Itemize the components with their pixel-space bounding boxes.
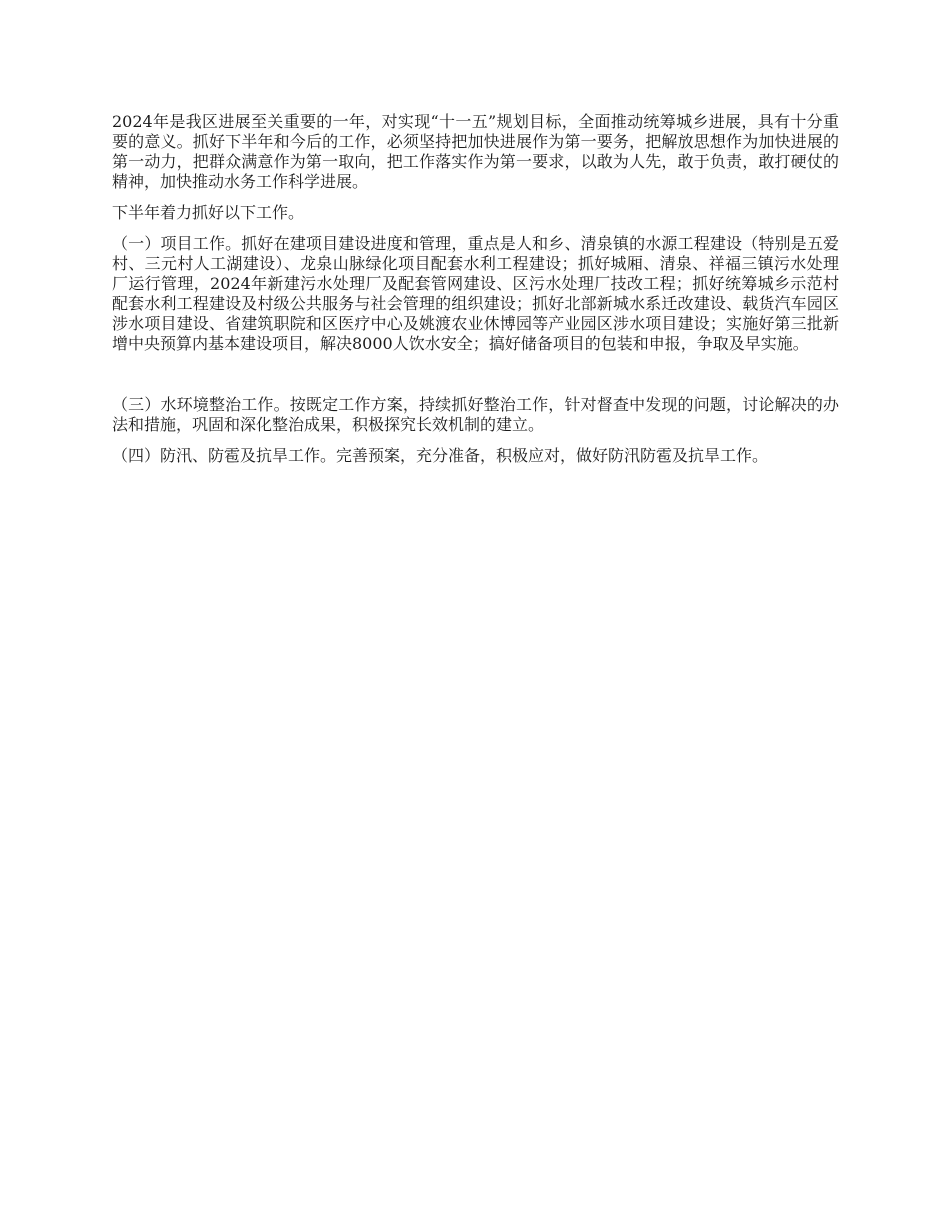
document-body — [112, 112, 839, 477]
water-environment-paragraph: （三）水环境整治工作。按既定工作方案，持续抓好整治工作，针对督查中发现的问题，讨论解决的办法和措施，巩固和深化整治成果，积极探究长效机制的建立。 — [112, 395, 839, 434]
flood-control-paragraph: （四）防汛、防雹及抗旱工作。完善预案，充分准备，积极应对，做好防汛防雹及抗旱工作。 — [112, 446, 769, 465]
intro-paragraph: 2024年是我区进展至关重要的一年，对实现“十一五”规划目标，全面推动统筹城乡进展，具有十分重要的意义。抓好下半年和今后的工作，必须坚持把加快进展作为第一要务，把解放思想作为加快进展的第一动力，把群众满意作为第一取向，把工作落实作为第一要求，以敢为人先，敢于负责，敢打硬仗的精神，加快推动水务工作科学进展。 — [112, 112, 839, 191]
focus-heading-paragraph: 下半年着力抓好以下工作。 — [112, 203, 305, 222]
paragraph-gap — [112, 365, 839, 395]
project-work-paragraph: （一）项目工作。抓好在建项目建设进度和管理，重点是人和乡、清泉镇的水源工程建设（特别是五爱村、三元村人工湖建设）、龙泉山脉绿化项目配套水利工程建设；抓好城厢、清泉、祥福三镇污水处理厂运行管理，2024年新建污水处理厂及配套管网建设、区污水处理厂技改工程；抓好统筹城乡示范村配套水利工程建设及村级公共服务与社会管理的组织建设；抓好北部新城水系迁改建设、载货汽车园区涉水项目建设、省建筑职院和区医疗中心及姚渡农业休博园等产业园区涉水项目建设；实施好第三批新增中央预算内基本建设项目，解决8000人饮水安全；搞好储备项目的包装和申报，争取及早实施。 — [112, 234, 839, 353]
